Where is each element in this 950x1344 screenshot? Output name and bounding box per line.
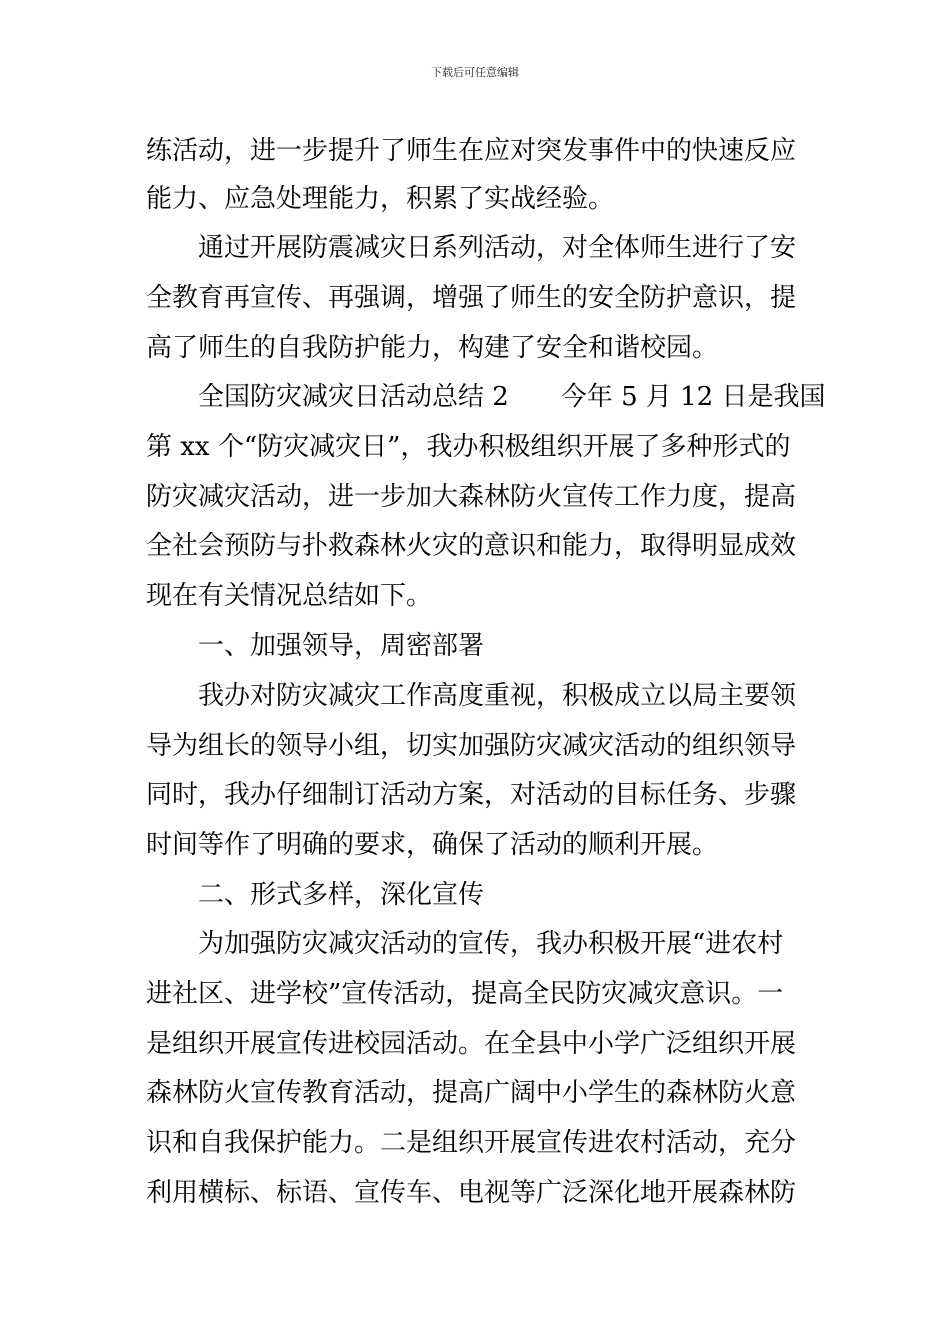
text-line: 同时，我办仔细制订活动方案，对活动的目标任务、步骤	[146, 780, 797, 810]
text-line: 我办对防灾减灾工作高度重视，积极成立以局主要领	[198, 681, 797, 711]
text-line: 全教育再宣传、再强调，增强了师生的安全防护意识，提	[146, 283, 797, 313]
text-line: 防灾减灾活动，进一步加大森林防火宣传工作力度，提高	[146, 482, 797, 512]
text-line: 第 xx 个“防灾减灾日”，我办积极组织开展了多种形式的	[146, 432, 791, 462]
text-line: 时间等作了明确的要求，确保了活动的顺利开展。	[146, 830, 719, 860]
text-line: 进社区、进学校”宣传活动，提高全民防灾减灾意识。一	[146, 979, 784, 1009]
section-heading: 二、形式多样，深化宣传	[198, 880, 485, 910]
page-header: 下载后可任意编辑	[431, 66, 519, 79]
text-line: 全社会预防与扑救森林火灾的意识和能力，取得明显成效	[146, 531, 797, 561]
text-line: 练活动，进一步提升了师生在应对突发事件中的快速反应	[146, 136, 797, 166]
text-line: 导为组长的领导小组，切实加强防灾减灾活动的组织领导	[146, 731, 797, 761]
text-line: 是组织开展宣传进校园活动。在全县中小学广泛组织开展	[146, 1029, 797, 1059]
text-line: 森林防火宣传教育活动，提高广阔中小学生的森林防火意	[146, 1078, 797, 1108]
text-line: 为加强防灾减灾活动的宣传，我办积极开展“进农村	[198, 929, 784, 959]
text-line: 利用横标、标语、宣传车、电视等广泛深化地开展森林防	[146, 1178, 797, 1208]
text-line: 识和自我保护能力。二是组织开展宣传进农村活动，充分	[146, 1128, 797, 1158]
text-line: 通过开展防震减灾日系列活动，对全体师生进行了安	[198, 233, 797, 263]
text-line: 现在有关情况总结如下。	[146, 581, 433, 611]
text-line: 能力、应急处理能力，积累了实战经验。	[146, 184, 615, 214]
section-heading: 一、加强领导，周密部署	[198, 631, 485, 661]
text-line: 全国防灾减灾日活动总结 2 今年 5 月 12 日是我国	[198, 382, 826, 412]
text-line: 高了师生的自我防护能力，构建了安全和谐校园。	[146, 333, 719, 363]
